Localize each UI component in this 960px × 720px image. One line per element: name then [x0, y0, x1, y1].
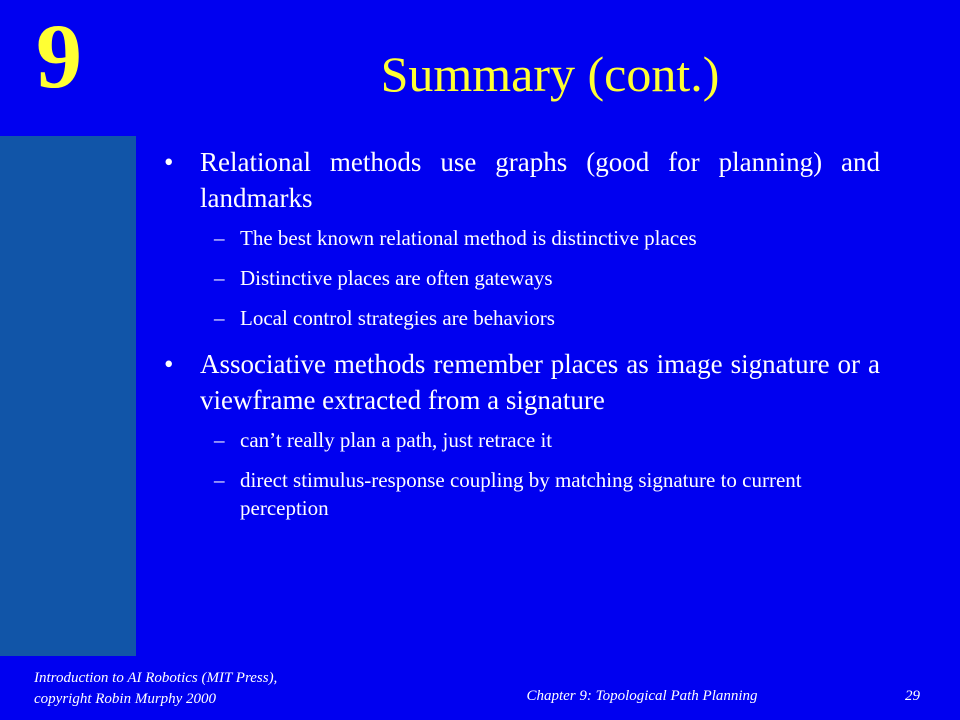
sub-item-text: Distinctive places are often gateways [240, 266, 553, 290]
bullet-mark: • [164, 349, 174, 379]
bullet-item [160, 144, 880, 216]
dash-mark: – [214, 266, 225, 290]
bullet-text: Relational methods use graphs (good for planning) and landmarks [200, 147, 880, 213]
slide-content [160, 144, 880, 534]
bullet-text: Associative methods remember places as image signature or a viewframe extracted from a signature [200, 349, 880, 415]
slide-title: Summary (cont.) [380, 46, 720, 102]
bullet-mark: • [164, 147, 174, 177]
footer-chapter-label: Chapter 9: Topological Path Planning [526, 688, 758, 704]
dash-mark: – [214, 428, 225, 452]
bullet-item [160, 346, 880, 418]
footer-source-line: copyright Robin Murphy 2000 [34, 691, 217, 707]
sub-item-text: Local control strategies are behaviors [240, 306, 555, 330]
sub-item-text: The best known relational method is distinctive places [240, 226, 697, 250]
sub-item [160, 304, 880, 332]
sub-item-text: can’t really plan a path, just retrace it [240, 428, 553, 452]
sub-item [160, 224, 880, 252]
sub-item [160, 264, 880, 292]
dash-mark: – [214, 306, 225, 330]
page-number: 29 [905, 688, 920, 704]
dash-mark: – [214, 226, 225, 250]
footer-source-line: Introduction to AI Robotics (MIT Press), [34, 670, 278, 686]
sub-item [160, 426, 880, 454]
side-bar [0, 136, 136, 656]
sub-item-text: direct stimulus-response coupling by matching signature to current perception [240, 468, 802, 520]
chapter-number: 9 [36, 5, 82, 107]
dash-mark: – [214, 468, 225, 492]
footer-source [34, 668, 354, 710]
sub-item [160, 466, 880, 522]
